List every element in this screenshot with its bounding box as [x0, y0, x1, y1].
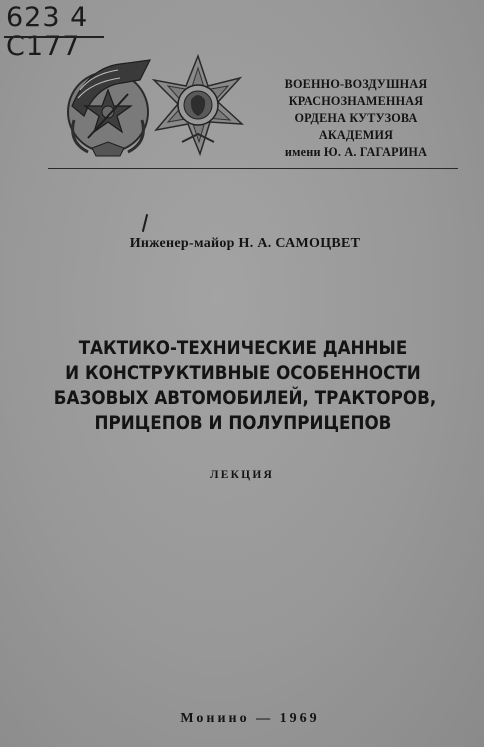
academy-line: имени Ю. А. ГАГАРИНА: [284, 145, 428, 159]
title-line: ПРИЦЕПОВ И ПОЛУПРИЦЕПОВ: [94, 412, 392, 434]
academy-name: [256, 76, 456, 161]
shelf-mark-code: С177: [6, 31, 81, 62]
header-divider: [48, 168, 458, 169]
title-line: И КОНСТРУКТИВНЫЕ ОСОБЕННОСТИ: [65, 362, 421, 384]
orders-emblems: [58, 50, 248, 160]
author-line: Инженер-майор Н. А. САМОЦВЕТ: [129, 236, 361, 251]
title-line: БАЗОВЫХ АВТОМОБИЛЕЙ, ТРАКТОРОВ,: [53, 387, 437, 409]
book-title: [53, 336, 437, 436]
place-and-year: Монино — 1969: [180, 711, 320, 726]
order-of-kutuzov-icon: [154, 56, 242, 154]
shelf-mark-number: 623 4: [6, 2, 89, 33]
academy-line: КРАСНОЗНАМЕННАЯ: [288, 94, 424, 108]
academy-line: ОРДЕНА КУТУЗОВА АКАДЕМИЯ: [294, 111, 418, 142]
pencil-tick-mark: [142, 214, 148, 232]
shelf-mark-underline: [4, 36, 104, 38]
academy-line: ВОЕННО-ВОЗДУШНАЯ: [284, 77, 428, 91]
title-line: ТАКТИКО-ТЕХНИЧЕСКИЕ ДАННЫЕ: [78, 337, 408, 359]
genre-label: ЛЕКЦИЯ: [210, 469, 274, 481]
order-of-red-banner-icon: [68, 60, 150, 156]
